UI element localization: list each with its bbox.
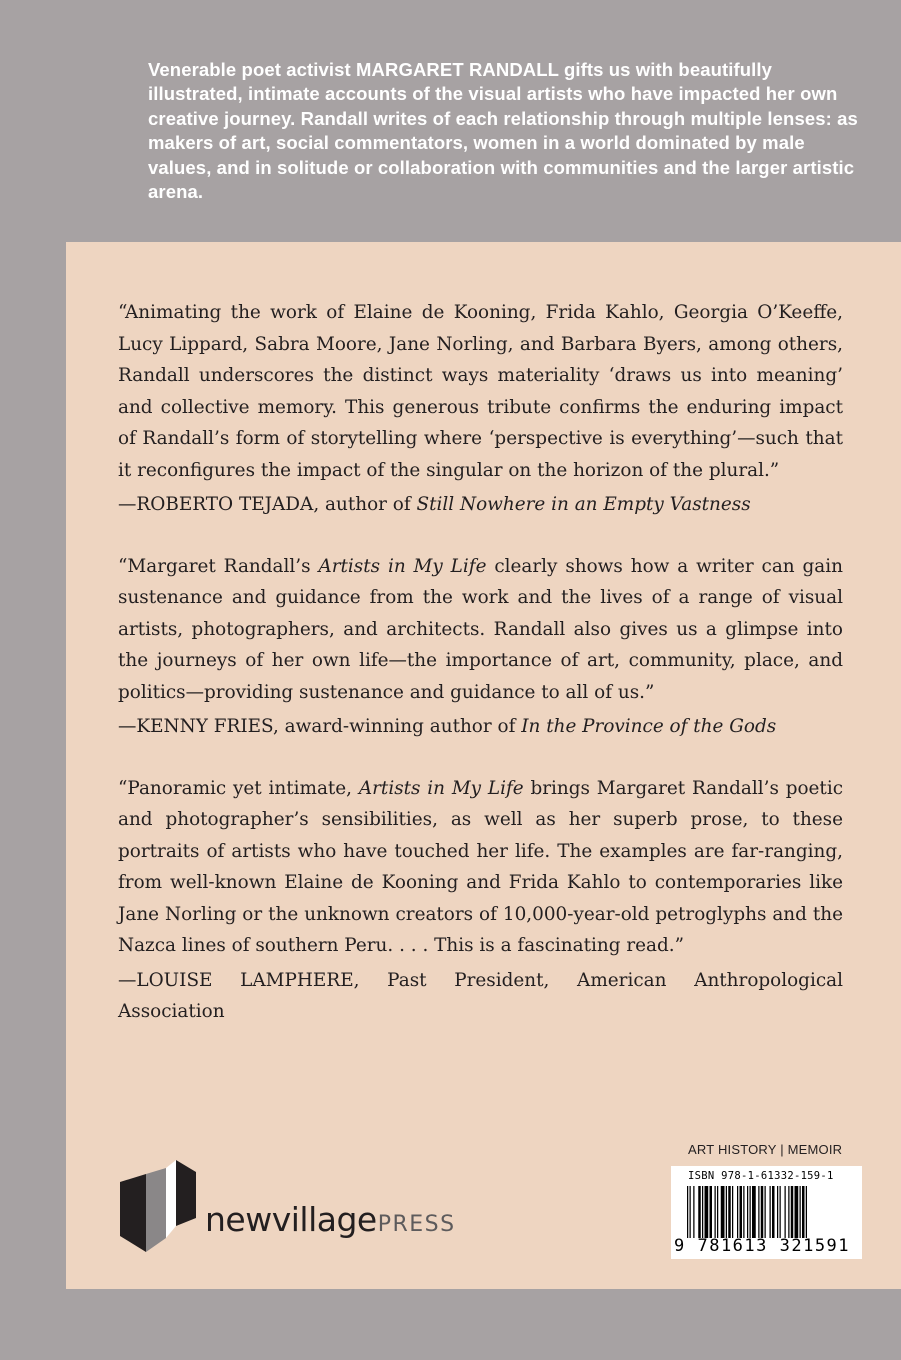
book-title: Artists in My Life xyxy=(318,555,487,577)
quote-attribution: —KENNY FRIES, award-winning author of In the Province of the Gods xyxy=(118,716,777,737)
book-title: Artists in My Life xyxy=(358,777,524,799)
barcode-icon xyxy=(687,1186,855,1238)
quote-attribution: —ROBERTO TEJADA, author of Still Nowhere in an Empty Vastness xyxy=(118,494,751,515)
endorsement-lamphere xyxy=(118,773,843,1028)
quote-attribution: —LOUISE LAMPHERE, Past President, American Anthropological Association xyxy=(118,969,843,1022)
endorsement-fries xyxy=(118,551,843,743)
isbn-digits: 9 781613 321591 xyxy=(674,1236,851,1256)
quote-work-title: Still Nowhere in an Empty Vastness xyxy=(416,494,751,515)
quote-text: “Animating the work of Elaine de Kooning, Frida Kahlo, Georgia O’Keeffe, Lucy Lippard, Sabra Moore, Jane Norling, and Barbara Byers, among others, Randall underscores the distinct ways materiality ‘draws us into meaning’ and collective memory. This generous tribute confirms the enduring impact of Randall’s form of storytelling where ‘perspective is everything’—such that it reconfigures the impact of the singular on the horizon of the plural.” xyxy=(118,302,843,481)
isbn-barcode xyxy=(671,1166,862,1259)
quote-text: “Margaret Randall’s Artists in My Life clearly shows how a writer can gain sustenance and guidance from the work and the lives of a range of visual artists, photographers, and architects. Randall also gives us a glimpse into the journeys of her own life—the importance of art, community, place, and politics—providing sustenance and guidance to all of us.” xyxy=(118,555,843,703)
isbn-label: ISBN 978-1-61332-159-1 xyxy=(688,1170,834,1182)
publisher-name: newvillagePRESS xyxy=(205,1200,456,1239)
endorsement-tejada xyxy=(118,297,843,521)
publisher-logo-icon xyxy=(120,1160,196,1252)
endorsements xyxy=(118,297,843,1028)
quote-text: “Panoramic yet intimate, Artists in My Life brings Margaret Randall’s poetic and photographer’s sensibilities, as well as her superb prose, to these portraits of artists who have touched her life. The examples are far-ranging, from well-known Elaine de Kooning and Frida Kahlo to contemporaries like Jane Norling or the unknown creators of 10,000-year-old petroglyphs and the Nazca lines of southern Peru. . . . This is a fascinating read.” xyxy=(118,777,843,956)
category-label: ART HISTORY | MEMOIR xyxy=(688,1142,843,1157)
intro-blurb: Venerable poet activist MARGARET RANDALL gifts us with beautifully illustrated, intimate accounts of the visual artists who have impacted her own creative journey. Randall writes of each relationship through multiple lenses: as makers of art, social commentators, women in a world dominated by male values, and in solitude or collaboration with communities and the larger artistic arena. xyxy=(148,59,858,203)
quote-work-title: In the Province of the Gods xyxy=(521,716,777,737)
